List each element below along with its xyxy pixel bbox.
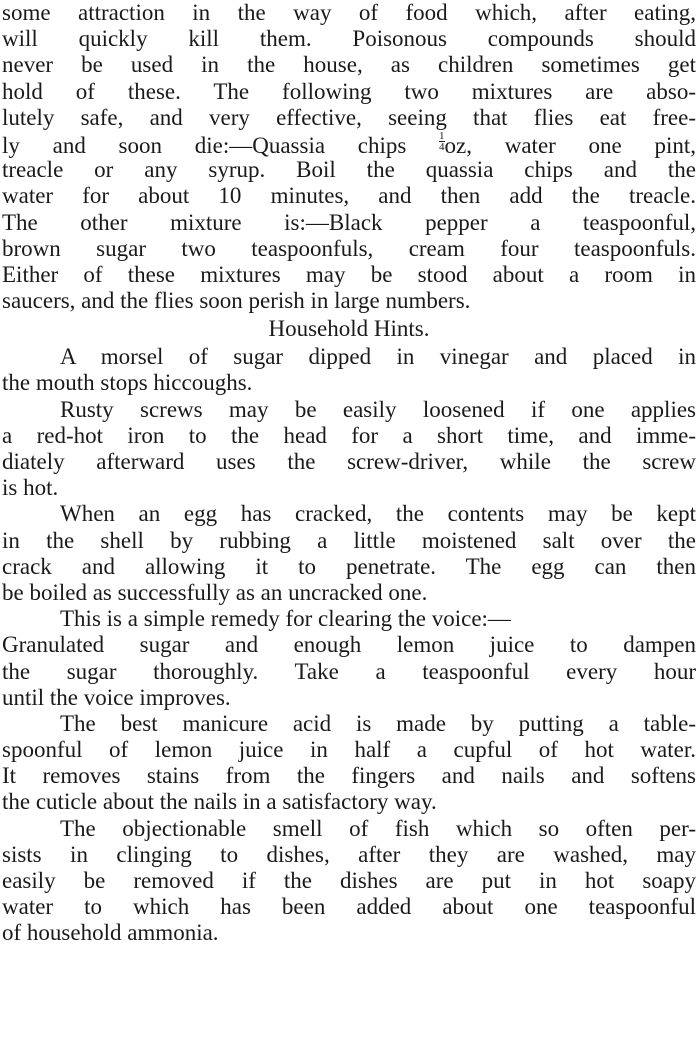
text-line: The best manicure acid is made by putting a table- (60, 710, 696, 736)
text-line: A morsel of sugar dipped in vinegar and placed in (60, 344, 696, 370)
text-line: hold of these. The following two mixtures are abso- (2, 78, 696, 104)
hint-paragraph (2, 397, 696, 502)
text-line: spoonful of lemon juice in half a cupful of hot water. (2, 737, 696, 763)
text-line: The other mixture is:—Black pepper a teaspoonful, (2, 209, 696, 235)
text-fragment: ly and soon die:—Quassia chips (2, 132, 440, 158)
section-heading: Household Hints. (268, 316, 430, 342)
text-line: the cuticle about the nails in a satisfactory way. (2, 789, 437, 815)
text-line: saucers, and the flies soon perish in large numbers. (2, 288, 471, 314)
text-line: It removes stains from the fingers and nails and softens (2, 763, 696, 789)
text-line: is hot. (2, 475, 59, 501)
quassia-line (2, 131, 696, 157)
hint-paragraph (2, 606, 696, 711)
intro-paragraph (2, 0, 696, 314)
text-line: the sugar thoroughly. Take a teaspoonful every hour (2, 658, 696, 684)
text-fragment: oz, water one pint, (444, 132, 696, 158)
text-line: some attraction in the way of food which, after eating, (2, 0, 696, 25)
text-line: crack and allowing it to penetrate. The egg can then (2, 553, 696, 579)
hint-paragraph (2, 816, 696, 947)
hint-paragraph (2, 711, 696, 816)
hint-paragraph (2, 344, 696, 396)
text-line: in the shell by rubbing a little moistened salt over the (2, 527, 696, 553)
text-line: be boiled as successfully as an uncracked one. (2, 579, 428, 605)
text-line: of household ammonia. (2, 920, 219, 946)
text-line: Granulated sugar and enough lemon juice to dampen (2, 632, 696, 658)
text-line: Either of these mixtures may be stood about a room in (2, 261, 696, 287)
hint-paragraph (2, 501, 696, 606)
text-line: treacle or any syrup. Boil the quassia chips and the (2, 157, 696, 183)
text-line: sists in clinging to dishes, after they are washed, may (2, 841, 696, 867)
text-line: brown sugar two teaspoonfuls, cream four teaspoonfuls. (2, 235, 696, 261)
text-line: water for about 10 minutes, and then add the treacle. (2, 183, 696, 209)
text-line: The objectionable smell of fish which so often per- (60, 815, 696, 841)
text-line: When an egg has cracked, the contents may be kept (60, 501, 696, 527)
text-line: a red-hot iron to the head for a short time, and imme- (2, 422, 696, 448)
text-line: will quickly kill them. Poisonous compounds should (2, 26, 696, 52)
text-line: This is a simple remedy for clearing the voice:— (60, 606, 511, 632)
text-line: lutely safe, and very effective, seeing that flies eat free- (2, 104, 696, 130)
text-line: diately afterward uses the screw-driver, while the screw (2, 449, 696, 474)
text-line: the mouth stops hiccoughs. (2, 370, 253, 396)
fraction-numerator: 1 (439, 129, 445, 142)
text-line: never be used in the house, as children sometimes get (2, 52, 696, 78)
fraction-denominator: 4 (439, 140, 445, 153)
text-line: until the voice improves. (2, 684, 231, 710)
text-line: easily be removed if the dishes are put in hot soapy (2, 868, 696, 893)
text-line: Rusty screws may be easily loosened if one applies (60, 396, 696, 422)
text-line: water to which has been added about one teaspoonful (2, 894, 696, 920)
